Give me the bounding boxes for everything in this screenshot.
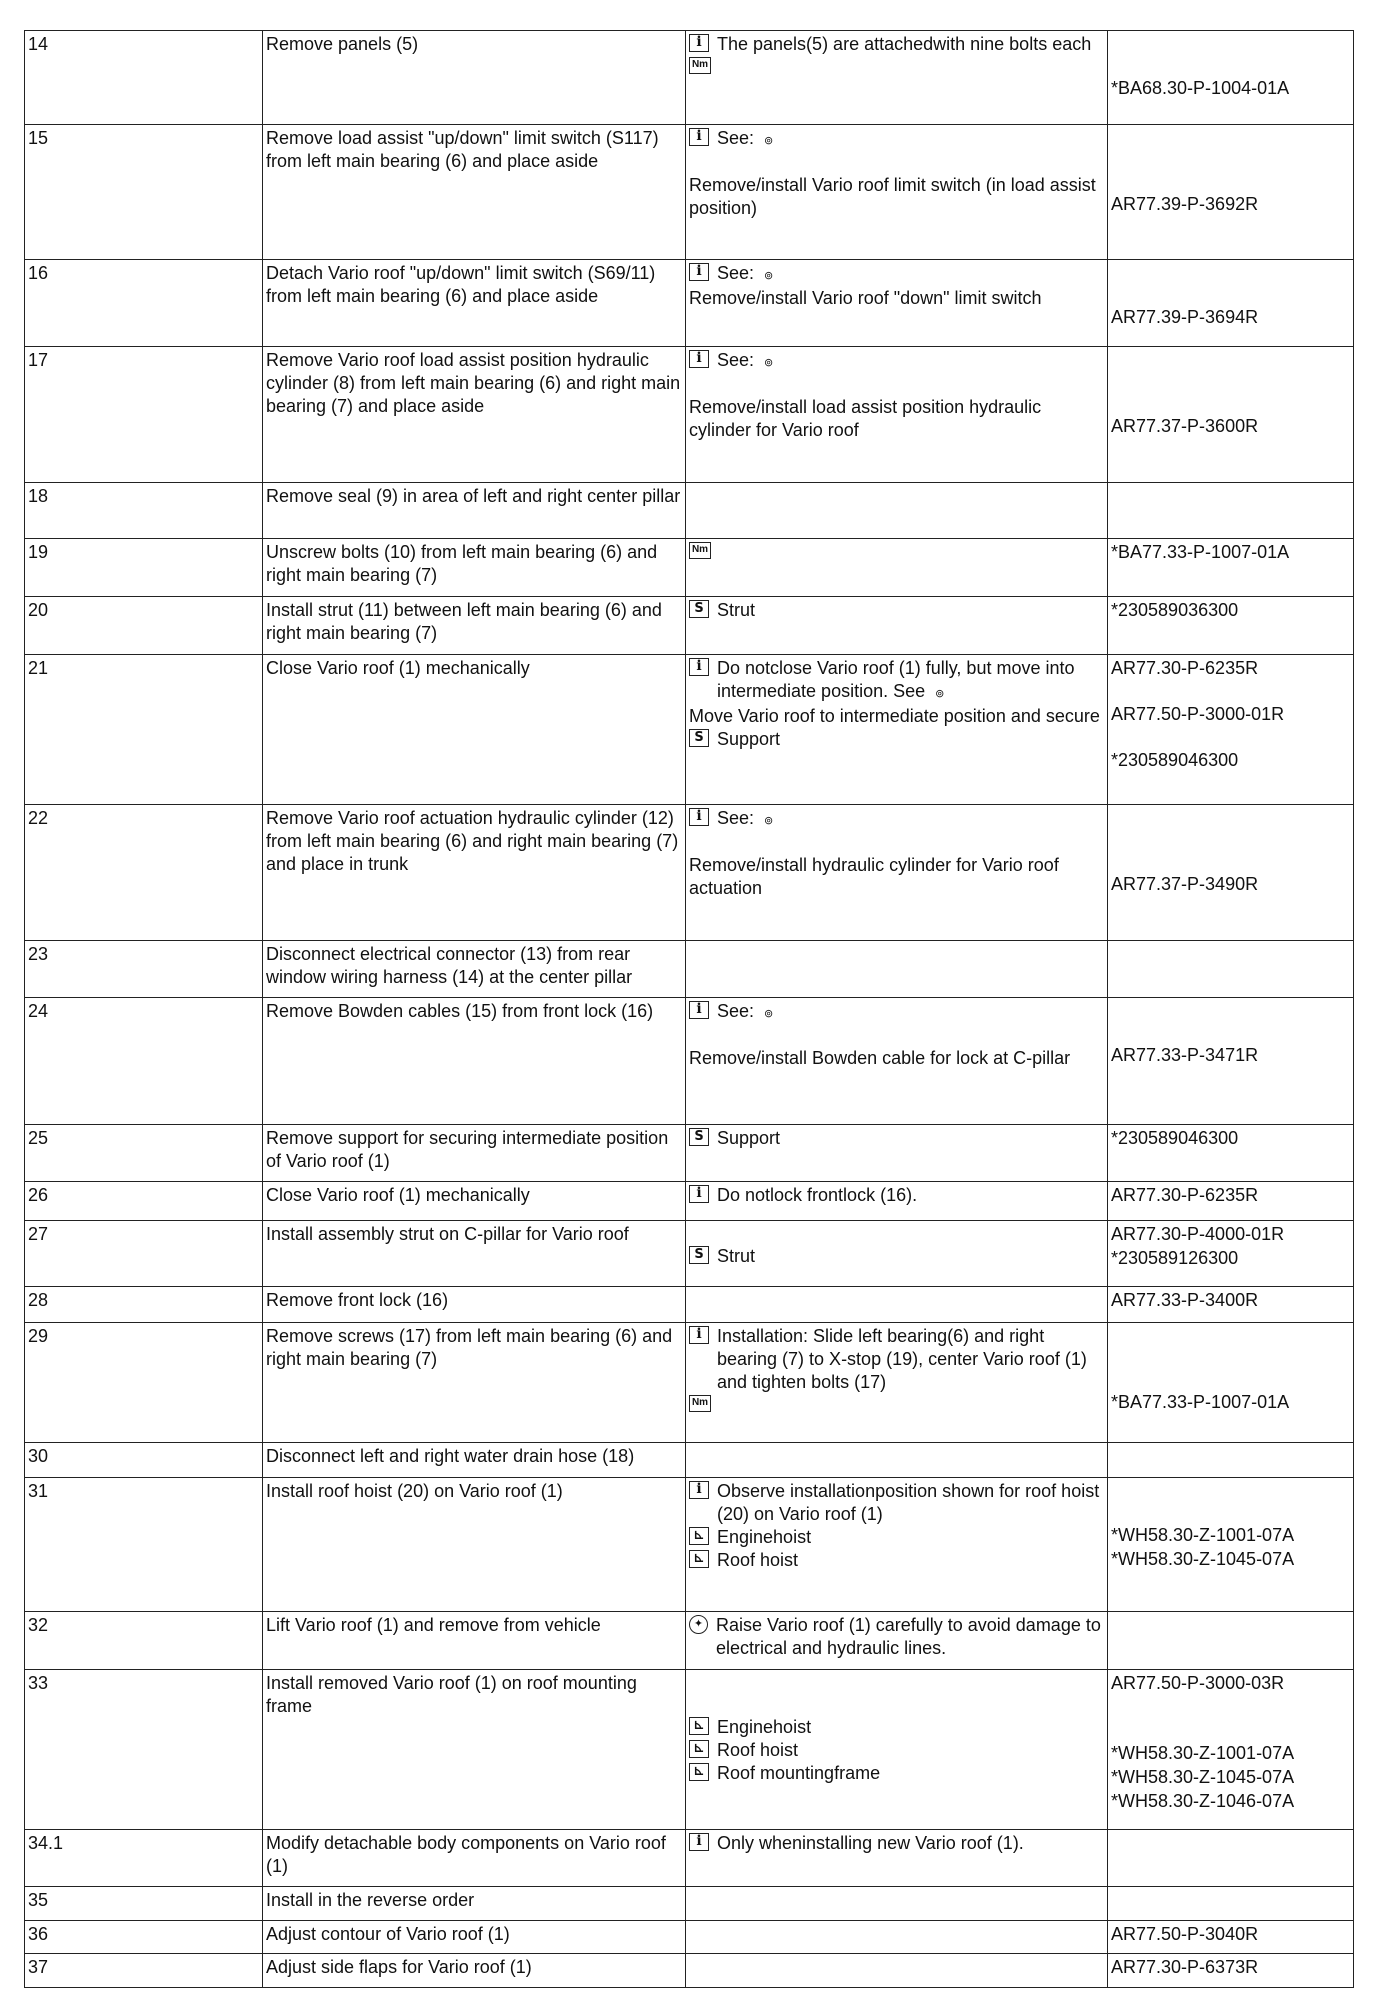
step-notes	[686, 805, 1108, 941]
step-number: 21	[25, 655, 263, 805]
note-text: Do notlock frontlock (16).	[717, 1185, 918, 1205]
info-icon: i	[689, 1185, 709, 1203]
step-notes	[686, 998, 1108, 1125]
note-text: See:	[717, 128, 755, 148]
procedure-table-body	[25, 31, 1354, 1988]
reference-codes	[1108, 1323, 1354, 1443]
note-text: Remove/install load assist position hydraulic cylinder for Vario roof	[689, 397, 1042, 440]
step-number: 18	[25, 483, 263, 539]
step-notes	[686, 1182, 1108, 1221]
step-number: 33	[25, 1670, 263, 1830]
note-line	[689, 1184, 1104, 1207]
note-text: See:	[717, 1001, 755, 1021]
note-line	[689, 262, 1104, 287]
step-notes	[686, 1954, 1108, 1988]
reference-link-icon[interactable]: ⊚	[935, 687, 945, 700]
note-line	[689, 705, 1104, 728]
reference-code[interactable]: AR77.30-P-6235R	[1111, 1185, 1259, 1205]
reference-code[interactable]: *BA77.33-P-1007-01A	[1111, 542, 1290, 562]
table-row	[25, 1954, 1354, 1988]
note-line	[689, 728, 1104, 751]
step-number: 35	[25, 1887, 263, 1921]
reference-code[interactable]: *230589126300	[1111, 1248, 1239, 1268]
note-text: See:	[717, 263, 755, 283]
note-text: Remove/install Vario roof "down" limit switch	[689, 288, 1042, 308]
note-line	[689, 657, 1104, 705]
note-text: Installation: Slide left bearing(6) and right bearing (7) to X-stop (19), center Vario roof (1) and tighten bolts (17)	[717, 1326, 1087, 1392]
reference-code[interactable]: AR77.33-P-3471R	[1111, 1045, 1259, 1065]
table-row	[25, 483, 1354, 539]
hoist-tool-icon: ⊾	[689, 1763, 709, 1781]
reference-link-icon[interactable]: ⊚	[764, 814, 774, 827]
special-tool-icon: S	[689, 729, 709, 747]
special-tool-icon: S	[689, 1246, 709, 1264]
info-icon: i	[689, 1481, 709, 1499]
note-line	[689, 56, 1104, 74]
note-line	[689, 854, 1104, 900]
reference-code[interactable]: *WH58.30-Z-1045-07A	[1111, 1549, 1295, 1569]
note-line	[689, 1526, 1104, 1549]
info-icon: i	[689, 128, 709, 146]
note-text: Roof hoist	[717, 1740, 799, 1760]
step-notes	[686, 1287, 1108, 1323]
step-number: 27	[25, 1221, 263, 1287]
reference-code[interactable]: *BA68.30-P-1004-01A	[1111, 78, 1290, 98]
special-tool-icon: S	[689, 1128, 709, 1146]
step-notes	[686, 1670, 1108, 1830]
step-action: Remove seal (9) in area of left and right center pillar	[263, 483, 686, 539]
table-row	[25, 31, 1354, 125]
note-line	[689, 287, 1104, 310]
step-number: 19	[25, 539, 263, 597]
note-text: Observe installationposition shown for roof hoist (20) on Vario roof (1)	[717, 1481, 1100, 1524]
info-icon: i	[689, 34, 709, 52]
reference-code[interactable]: AR77.39-P-3692R	[1111, 194, 1259, 214]
note-text: Remove/install Bowden cable for lock at C-pillar	[689, 1048, 1071, 1068]
step-action: Install removed Vario roof (1) on roof mounting frame	[263, 1670, 686, 1830]
step-number: 16	[25, 260, 263, 347]
step-notes	[686, 1323, 1108, 1443]
reference-code[interactable]: AR77.39-P-3694R	[1111, 307, 1259, 327]
reference-code[interactable]: AR77.37-P-3490R	[1111, 874, 1259, 894]
info-icon: i	[689, 1326, 709, 1344]
reference-code[interactable]: *230589046300	[1111, 1128, 1239, 1148]
note-line	[689, 1549, 1104, 1572]
note-line	[689, 349, 1104, 374]
reference-codes	[1108, 1670, 1354, 1830]
note-line	[689, 1325, 1104, 1394]
step-notes	[686, 1887, 1108, 1921]
note-line	[689, 1480, 1104, 1526]
note-text: See:	[717, 350, 755, 370]
step-number: 24	[25, 998, 263, 1125]
reference-code[interactable]: AR77.30-P-6373R	[1111, 1957, 1259, 1977]
reference-code[interactable]: AR77.30-P-6235R	[1111, 658, 1259, 678]
step-number: 14	[25, 31, 263, 125]
note-line	[689, 1716, 1104, 1739]
table-row	[25, 805, 1354, 941]
step-number: 28	[25, 1287, 263, 1323]
note-text: Move Vario roof to intermediate position and secure	[689, 706, 1100, 726]
reference-link-icon[interactable]: ⊚	[764, 356, 774, 369]
note-text: See:	[717, 808, 755, 828]
note-line	[689, 1739, 1104, 1762]
table-row	[25, 597, 1354, 655]
table-row	[25, 1670, 1354, 1830]
table-row	[25, 1323, 1354, 1443]
step-action: Close Vario roof (1) mechanically	[263, 1182, 686, 1221]
step-notes	[686, 655, 1108, 805]
reference-link-icon[interactable]: ⊚	[764, 269, 774, 282]
caution-icon: ✦	[689, 1615, 708, 1634]
reference-code[interactable]: *230589046300	[1111, 750, 1239, 770]
step-action: Modify detachable body components on Vario roof (1)	[263, 1830, 686, 1887]
step-number: 34.1	[25, 1830, 263, 1887]
reference-codes	[1108, 1182, 1354, 1221]
step-action: Remove Bowden cables (15) from front lock (16)	[263, 998, 686, 1125]
note-line	[689, 599, 1104, 622]
note-line	[689, 1614, 1104, 1660]
table-row	[25, 1287, 1354, 1323]
reference-code[interactable]: *WH58.30-Z-1001-07A	[1111, 1525, 1295, 1545]
hoist-tool-icon: ⊾	[689, 1740, 709, 1758]
step-notes	[686, 539, 1108, 597]
torque-nm-icon: Nm	[689, 57, 711, 74]
step-notes	[686, 1221, 1108, 1287]
step-number: 17	[25, 347, 263, 483]
step-number: 23	[25, 941, 263, 998]
step-notes	[686, 260, 1108, 347]
reference-codes	[1108, 1830, 1354, 1887]
reference-code[interactable]: *WH58.30-Z-1001-07A	[1111, 1743, 1295, 1763]
step-number: 15	[25, 125, 263, 260]
note-line	[689, 127, 1104, 152]
step-number: 37	[25, 1954, 263, 1988]
step-action: Install strut (11) between left main bearing (6) and right main bearing (7)	[263, 597, 686, 655]
step-notes	[686, 1921, 1108, 1954]
table-row	[25, 1830, 1354, 1887]
reference-codes	[1108, 260, 1354, 347]
step-action: Detach Vario roof "up/down" limit switch (S69/11) from left main bearing (6) and place aside	[263, 260, 686, 347]
reference-code[interactable]: AR77.50-P-3000-03R	[1111, 1673, 1285, 1693]
note-text: Roof mountingframe	[717, 1763, 881, 1783]
note-text: Enginehoist	[717, 1717, 812, 1737]
step-action: Lift Vario roof (1) and remove from vehicle	[263, 1612, 686, 1670]
step-notes	[686, 483, 1108, 539]
table-row	[25, 941, 1354, 998]
reference-link-icon[interactable]: ⊚	[764, 134, 774, 147]
reference-codes	[1108, 998, 1354, 1125]
reference-codes	[1108, 125, 1354, 260]
note-line	[689, 1832, 1104, 1855]
info-icon: i	[689, 350, 709, 368]
step-number: 26	[25, 1182, 263, 1221]
info-icon: i	[689, 263, 709, 281]
note-text: Raise Vario roof (1) carefully to avoid damage to electrical and hydraulic lines.	[716, 1615, 1101, 1658]
step-number: 36	[25, 1921, 263, 1954]
step-notes	[686, 941, 1108, 998]
note-line	[689, 1762, 1104, 1785]
step-number: 29	[25, 1323, 263, 1443]
reference-code[interactable]: AR77.37-P-3600R	[1111, 416, 1259, 436]
reference-codes	[1108, 347, 1354, 483]
table-row	[25, 1921, 1354, 1954]
reference-code[interactable]	[1111, 1718, 1350, 1742]
info-icon: i	[689, 808, 709, 826]
step-action: Install assembly strut on C-pillar for Vario roof	[263, 1221, 686, 1287]
note-line	[689, 1245, 1104, 1268]
step-action: Remove screws (17) from left main bearing (6) and right main bearing (7)	[263, 1323, 686, 1443]
note-line	[689, 174, 1104, 220]
info-icon: i	[689, 1001, 709, 1019]
step-action: Remove support for securing intermediate position of Vario roof (1)	[263, 1125, 686, 1182]
reference-code[interactable]: *BA77.33-P-1007-01A	[1111, 1392, 1290, 1412]
reference-codes	[1108, 1478, 1354, 1612]
note-text: Do notclose Vario roof (1) fully, but move into intermediate position. See	[717, 658, 1075, 701]
step-notes	[686, 597, 1108, 655]
note-text: Enginehoist	[717, 1527, 812, 1547]
reference-codes	[1108, 597, 1354, 655]
reference-codes	[1108, 1443, 1354, 1478]
reference-codes	[1108, 941, 1354, 998]
note-line	[689, 1127, 1104, 1150]
step-action: Adjust side flaps for Vario roof (1)	[263, 1954, 686, 1988]
step-notes	[686, 125, 1108, 260]
table-row	[25, 1125, 1354, 1182]
note-text: Remove/install Vario roof limit switch (in load assist position)	[689, 175, 1096, 218]
reference-codes	[1108, 805, 1354, 941]
hoist-tool-icon: ⊾	[689, 1550, 709, 1568]
step-number: 32	[25, 1612, 263, 1670]
step-action: Close Vario roof (1) mechanically	[263, 655, 686, 805]
note-text: Only wheninstalling new Vario roof (1).	[717, 1833, 1024, 1853]
special-tool-icon: S	[689, 600, 709, 618]
table-row	[25, 125, 1354, 260]
table-row	[25, 260, 1354, 347]
reference-codes	[1108, 1887, 1354, 1921]
table-row	[25, 1182, 1354, 1221]
reference-code[interactable]: *230589036300	[1111, 600, 1239, 620]
table-row	[25, 655, 1354, 805]
step-number: 30	[25, 1443, 263, 1478]
note-line	[689, 33, 1104, 56]
step-action: Install roof hoist (20) on Vario roof (1)	[263, 1478, 686, 1612]
note-text: Roof hoist	[717, 1550, 799, 1570]
note-line	[689, 1047, 1104, 1070]
table-row	[25, 1221, 1354, 1287]
step-action: Adjust contour of Vario roof (1)	[263, 1921, 686, 1954]
step-action: Unscrew bolts (10) from left main bearing (6) and right main bearing (7)	[263, 539, 686, 597]
step-action: Remove Vario roof load assist position hydraulic cylinder (8) from left main bearing (6) and right main bearing (7) and place aside	[263, 347, 686, 483]
note-line	[689, 541, 1104, 559]
note-text: Remove/install hydraulic cylinder for Vario roof actuation	[689, 855, 1059, 898]
reference-codes	[1108, 1921, 1354, 1954]
step-number: 22	[25, 805, 263, 941]
note-line	[689, 1000, 1104, 1025]
reference-codes	[1108, 539, 1354, 597]
procedure-table-wrapper	[24, 30, 1354, 1988]
reference-link-icon[interactable]: ⊚	[764, 1007, 774, 1020]
step-number: 25	[25, 1125, 263, 1182]
reference-code[interactable]: *WH58.30-Z-1045-07A	[1111, 1767, 1295, 1787]
reference-codes	[1108, 1125, 1354, 1182]
table-row	[25, 1443, 1354, 1478]
note-text: Strut	[717, 1246, 756, 1266]
note-line	[689, 1394, 1104, 1412]
reference-code[interactable]: AR77.50-P-3000-01R	[1111, 704, 1285, 724]
reference-codes	[1108, 1287, 1354, 1323]
reference-code[interactable]: *WH58.30-Z-1046-07A	[1111, 1791, 1295, 1811]
step-action: Remove Vario roof actuation hydraulic cylinder (12) from left main bearing (6) and right main bearing (7) and place in trunk	[263, 805, 686, 941]
table-row	[25, 1612, 1354, 1670]
reference-code[interactable]: AR77.50-P-3040R	[1111, 1924, 1259, 1944]
step-notes	[686, 1830, 1108, 1887]
hoist-tool-icon: ⊾	[689, 1527, 709, 1545]
note-text: Strut	[717, 600, 756, 620]
info-icon: i	[689, 658, 709, 676]
note-line	[689, 807, 1104, 832]
torque-nm-icon: Nm	[689, 542, 711, 559]
step-action: Remove panels (5)	[263, 31, 686, 125]
reference-codes	[1108, 1954, 1354, 1988]
step-notes	[686, 1478, 1108, 1612]
table-row	[25, 347, 1354, 483]
reference-code[interactable]: AR77.30-P-4000-01R	[1111, 1224, 1285, 1244]
step-number: 31	[25, 1478, 263, 1612]
reference-codes	[1108, 1221, 1354, 1287]
table-row	[25, 998, 1354, 1125]
reference-code[interactable]: AR77.33-P-3400R	[1111, 1290, 1259, 1310]
reference-codes	[1108, 655, 1354, 805]
step-action: Remove front lock (16)	[263, 1287, 686, 1323]
hoist-tool-icon: ⊾	[689, 1717, 709, 1735]
step-action: Disconnect left and right water drain hose (18)	[263, 1443, 686, 1478]
note-text: Support	[717, 729, 781, 749]
step-action: Disconnect electrical connector (13) from rear window wiring harness (14) at the center pillar	[263, 941, 686, 998]
step-notes	[686, 1443, 1108, 1478]
reference-codes	[1108, 483, 1354, 539]
step-notes	[686, 347, 1108, 483]
note-text: Support	[717, 1128, 781, 1148]
reference-codes	[1108, 1612, 1354, 1670]
note-text: The panels(5) are attachedwith nine bolts each	[717, 34, 1092, 54]
table-row	[25, 539, 1354, 597]
step-action: Remove load assist "up/down" limit switch (S117) from left main bearing (6) and place aside	[263, 125, 686, 260]
step-notes	[686, 31, 1108, 125]
reference-codes	[1108, 31, 1354, 125]
info-icon: i	[689, 1833, 709, 1851]
step-notes	[686, 1125, 1108, 1182]
table-row	[25, 1887, 1354, 1921]
step-action: Install in the reverse order	[263, 1887, 686, 1921]
table-row	[25, 1478, 1354, 1612]
torque-nm-icon: Nm	[689, 1395, 711, 1412]
step-number: 20	[25, 597, 263, 655]
step-notes	[686, 1612, 1108, 1670]
note-line	[689, 396, 1104, 442]
procedure-table	[24, 30, 1354, 1988]
